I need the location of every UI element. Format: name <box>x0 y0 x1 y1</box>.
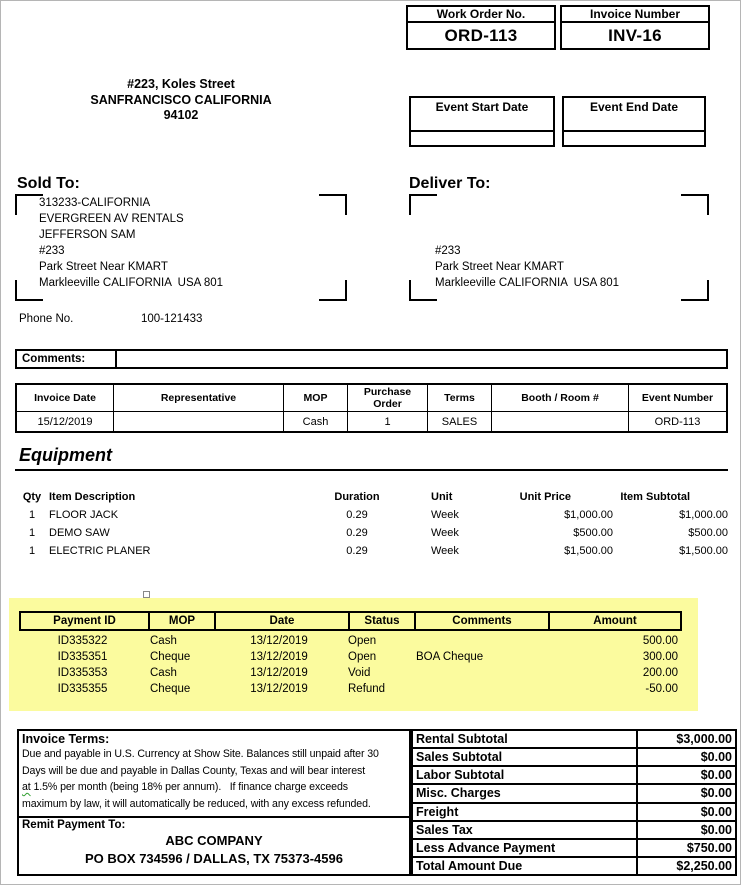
equipment-duration: 0.29 <box>346 545 368 557</box>
equipment-qty: 1 <box>28 545 36 557</box>
total-label: Total Amount Due <box>413 858 638 874</box>
remit-company: ABC COMPANY <box>165 833 263 848</box>
event-number-value: ORD-113 <box>628 412 726 431</box>
payment-id: ID335355 <box>57 683 108 695</box>
invoice-terms-line: Days will be due and payable in Dallas County, Texas and will bear interest <box>22 764 366 777</box>
remit-address: PO BOX 734596 / DALLAS, TX 75373-4596 <box>85 851 343 866</box>
payment-status: Refund <box>348 683 386 695</box>
payments-header-id: Payment ID <box>53 615 116 627</box>
total-row <box>413 840 735 858</box>
comments-box <box>15 349 728 369</box>
equipment-duration: 0.29 <box>346 509 368 521</box>
event-end-date-box <box>562 96 706 147</box>
work-order-box <box>406 5 556 50</box>
crop-mark <box>319 194 347 215</box>
payments-highlight <box>9 598 698 711</box>
deliver-to-line: Markleeville CALIFORNIA USA 801 <box>435 277 620 289</box>
equipment-item-subtotal: $1,500.00 <box>679 545 728 557</box>
invoice-terms-heading: Invoice Terms: <box>22 732 110 746</box>
deliver-to-line <box>435 227 619 243</box>
total-row <box>413 731 735 749</box>
spellcheck-word: at <box>22 781 31 793</box>
equipment-qty: 1 <box>28 509 36 521</box>
equipment-unit: Week <box>431 527 459 539</box>
order-info-header: MOP <box>283 385 347 411</box>
equipment-header-qty: Qty <box>22 491 42 503</box>
equipment-unit: Week <box>431 509 459 521</box>
payment-date: 13/12/2019 <box>250 667 308 679</box>
sold-to-line: Markleeville CALIFORNIA USA 801 <box>39 277 224 289</box>
total-value: $2,250.00 <box>676 858 732 873</box>
payment-amount: 300.00 <box>642 651 678 663</box>
total-label: Rental Subtotal <box>413 731 638 747</box>
payments-header-comments: Comments <box>414 613 548 629</box>
invoice-terms-box <box>17 729 411 876</box>
remit-heading: Remit Payment To: <box>22 819 126 831</box>
order-info-header: Representative <box>113 385 283 411</box>
equipment-header-duration: Duration <box>334 491 380 503</box>
total-row <box>413 804 735 822</box>
crop-mark <box>681 194 709 215</box>
payment-comments <box>412 681 546 697</box>
crop-mark <box>409 194 437 215</box>
order-info-value-row <box>17 412 726 431</box>
mop-value: Cash <box>283 412 347 431</box>
equipment-header-item-subtotal: Item Subtotal <box>620 491 690 503</box>
equipment-qty: 1 <box>28 527 36 539</box>
equipment-heading: Equipment <box>19 445 112 465</box>
company-address <box>31 77 331 124</box>
equipment-item-subtotal: $1,000.00 <box>679 509 728 521</box>
payment-status: Void <box>348 667 371 679</box>
payment-amount: 500.00 <box>642 635 678 647</box>
equipment-description: FLOOR JACK <box>49 509 119 521</box>
payment-amount: -50.00 <box>645 683 678 695</box>
equipment-item-subtotal: $500.00 <box>688 527 728 539</box>
payment-mop: Cheque <box>150 683 191 695</box>
equipment-unit-price: $500.00 <box>573 527 613 539</box>
event-start-date-box <box>409 96 555 147</box>
payment-row <box>19 633 682 649</box>
payment-id: ID335353 <box>57 667 108 679</box>
total-label: Misc. Charges <box>413 785 638 801</box>
purchase-order-value: 1 <box>347 412 427 431</box>
invoice-terms-line: Due and payable in U.S. Currency at Show Site. Balances still unpaid after 30 <box>22 748 379 760</box>
payment-date: 13/12/2019 <box>250 651 308 663</box>
crop-mark <box>319 280 347 301</box>
equipment-header-unit-price: Unit Price <box>519 491 571 503</box>
payment-row <box>19 665 682 681</box>
payment-comments <box>412 665 546 681</box>
work-order-value: ORD-113 <box>444 26 518 45</box>
payment-date: 13/12/2019 <box>250 635 308 647</box>
equipment-header-description: Item Description <box>49 491 136 503</box>
total-label: Freight <box>413 804 638 820</box>
invoice-terms-line-rest: 1.5% per month (being 18% per annum). If finance charge exceeds <box>30 781 348 793</box>
deliver-to-heading: Deliver To: <box>409 175 491 192</box>
equipment-header-row <box>15 488 728 506</box>
total-value: $0.00 <box>700 822 732 837</box>
total-label: Sales Tax <box>413 822 638 838</box>
payments-header-status: Status <box>348 613 414 629</box>
deliver-to-line: Park Street Near KMART <box>435 261 564 273</box>
sold-to-line: EVERGREEN AV RENTALS <box>39 213 184 225</box>
company-address-line: 94102 <box>163 108 199 122</box>
equipment-table <box>15 488 728 560</box>
total-row <box>413 858 735 874</box>
payment-row <box>19 649 682 665</box>
deliver-to-address <box>435 195 619 291</box>
payment-comments <box>412 633 546 649</box>
total-value: $3,000.00 <box>676 732 732 747</box>
order-info-header: Event Number <box>628 385 726 411</box>
sold-to-line: 313233-CALIFORNIA <box>39 197 151 209</box>
deliver-to-line <box>435 195 619 211</box>
payment-status: Open <box>348 635 377 647</box>
total-row <box>413 822 735 840</box>
sold-to-line: #233 <box>39 245 65 257</box>
crop-mark <box>409 280 437 301</box>
order-info-header: Booth / Room # <box>491 385 628 411</box>
equipment-unit-price: $1,000.00 <box>564 509 613 521</box>
company-address-line: SANFRANCISCO CALIFORNIA <box>90 92 272 107</box>
payment-date: 13/12/2019 <box>250 683 308 695</box>
invoice-number-label: Invoice Number <box>562 7 708 23</box>
comments-label: Comments: <box>17 351 117 367</box>
payments-header-amount: Amount <box>548 613 680 629</box>
order-info-header: Invoice Date <box>34 392 96 404</box>
totals-table <box>411 729 737 876</box>
equipment-row <box>15 524 728 542</box>
payment-status: Open <box>348 651 377 663</box>
total-row <box>413 767 735 785</box>
sold-to-heading: Sold To: <box>17 175 80 192</box>
total-value: $0.00 <box>700 768 732 783</box>
order-info-header: Purchase Order <box>347 385 427 411</box>
equipment-unit-price: $1,500.00 <box>564 545 613 557</box>
total-value: $750.00 <box>686 840 732 855</box>
order-info-header: Terms <box>427 385 491 411</box>
invoice-date-value: 15/12/2019 <box>37 415 93 428</box>
total-label: Labor Subtotal <box>413 767 638 783</box>
payments-header-row <box>19 611 682 631</box>
equipment-header-unit: Unit <box>431 491 453 503</box>
phone-value: 100-121433 <box>141 313 203 325</box>
order-info-table <box>15 383 728 433</box>
event-start-date-label: Event Start Date <box>411 98 553 132</box>
equipment-rule <box>15 469 728 471</box>
payment-id: ID335322 <box>57 635 108 647</box>
remit-payment-section <box>19 816 409 868</box>
event-start-date-value <box>411 132 553 145</box>
equipment-row <box>15 506 728 524</box>
comments-value <box>117 351 726 367</box>
representative-value <box>113 412 283 431</box>
payment-amount: 200.00 <box>642 667 678 679</box>
work-order-label: Work Order No. <box>408 7 554 23</box>
deliver-to-line: #233 <box>435 245 461 257</box>
total-value: $0.00 <box>700 750 732 765</box>
total-value: $0.00 <box>700 804 732 819</box>
equipment-unit: Week <box>431 545 459 557</box>
equipment-description: DEMO SAW <box>49 527 110 539</box>
invoice-number-value: INV-16 <box>608 26 662 45</box>
total-value: $0.00 <box>700 786 732 801</box>
invoice-terms-line: maximum by law, it will automatically be reduced, with any excess refunded. <box>22 797 371 810</box>
payment-mop: Cheque <box>150 651 191 663</box>
payments-header-date: Date <box>214 613 348 629</box>
payments-header-mop: MOP <box>148 613 214 629</box>
total-label: Less Advance Payment <box>413 840 638 856</box>
event-end-date-value <box>564 132 704 145</box>
equipment-row <box>15 542 728 560</box>
order-info-header-row <box>17 385 726 412</box>
invoice-terms-line <box>19 779 409 796</box>
event-end-date-label: Event End Date <box>564 98 704 132</box>
sold-to-line: JEFFERSON SAM <box>39 229 136 241</box>
payment-row <box>19 681 682 697</box>
equipment-description: ELECTRIC PLANER <box>49 545 151 557</box>
selection-handle <box>143 591 150 598</box>
sold-to-address <box>39 195 223 291</box>
total-row <box>413 785 735 803</box>
payment-comments: BOA Cheque <box>416 651 484 663</box>
company-address-line: #223, Koles Street <box>127 77 235 91</box>
total-label: Sales Subtotal <box>413 749 638 765</box>
equipment-duration: 0.29 <box>346 527 368 539</box>
invoice-number-box <box>560 5 710 50</box>
deliver-to-line <box>435 211 619 227</box>
total-row <box>413 749 735 767</box>
payments-table <box>19 611 682 697</box>
sold-to-line: Park Street Near KMART <box>39 261 168 273</box>
phone-label: Phone No. <box>19 313 74 325</box>
booth-room-value <box>491 412 628 431</box>
crop-mark <box>681 280 709 301</box>
terms-value: SALES <box>427 412 491 431</box>
payment-mop: Cash <box>150 667 177 679</box>
payment-mop: Cash <box>150 635 177 647</box>
payment-id: ID335351 <box>57 651 108 663</box>
